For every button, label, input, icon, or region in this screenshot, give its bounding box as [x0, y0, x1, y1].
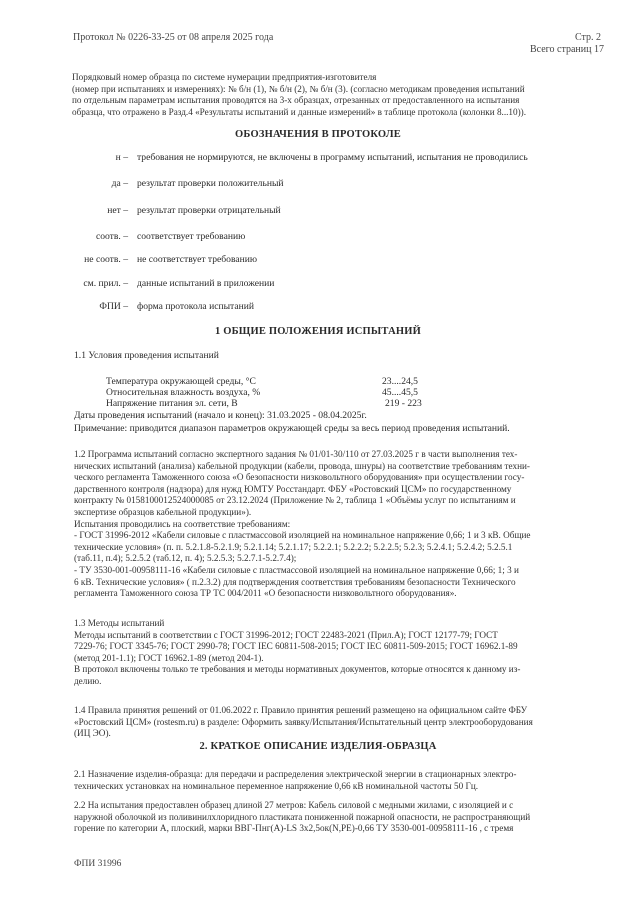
- text-line: ческого регламента Таможенного союза «О безопасности низковольтного оборудования» при осуществлении госу-: [74, 472, 525, 483]
- designation-symbol: нет –: [107, 205, 128, 216]
- conditions-note: Примечание: приводится диапазон параметров окружающей среды за весь период проведения испытаний.: [74, 423, 510, 434]
- designation-description: соответствует требованию: [137, 231, 246, 242]
- text-line: Испытания проводились на соответствие требованиям:: [74, 518, 291, 529]
- section2-title: 2. КРАТКОЕ ОПИСАНИЕ ИЗДЕЛИЯ-ОБРАЗЦА: [199, 741, 437, 752]
- test-dates: Даты проведения испытаний (начало и конец): 31.03.2025 - 08.04.2025г.: [74, 410, 367, 421]
- text-line: дарственного контроля (надзора) для нужд ЮМТУ Росстандарт. ФБУ «Ростовский ЦСМ» по государственному: [74, 483, 512, 494]
- designation-symbol: соотв. –: [95, 231, 128, 242]
- text-line: регламента Таможенного союза ТР ТС 004/2011 «О безопасности низковольтного оборудования».: [74, 588, 457, 599]
- designation-description: не соответствует требованию: [137, 254, 258, 265]
- text-line: 7229-76; ГОСТ 3345-76; ГОСТ 2990-78; ГОСТ IEC 60811-508-2015; ГОСТ IEC 60811-509-2015; ГОСТ 16962.1-89: [74, 641, 518, 652]
- section-1-3: [74, 618, 520, 688]
- designation-description: результат проверки отрицательный: [137, 205, 281, 216]
- intro-line: Порядковый номер образца по системе нумерации предприятия-изготовителя: [72, 72, 377, 82]
- text-line: 6 кВ. Технические условия» ( п.2.3.2) для подтверждения соответствия требованиям безопасности Технического: [74, 576, 516, 587]
- intro-line: (номер при испытаниях и измерениях): № б/н (1), № б/н (2), № б/н (3). (согласно методикам проведения испытаний: [72, 83, 525, 94]
- page-number: Стр. 2: [575, 32, 602, 43]
- designation-description: данные испытаний в приложении: [137, 278, 275, 289]
- text-line: контракту № 0158100012524000085 от 23.12.2024 (Приложение № 2, таблица 1 «Объёмы услуг по испытаниям и: [74, 495, 516, 506]
- designation-description: требования не нормируются, не включены в программу испытаний, испытания не проводились: [137, 152, 528, 163]
- section-2-1: [74, 769, 516, 792]
- intro-line: образца, что отражено в Разд.4 «Результаты испытаний и данные измерений» в таблице протокола (колонки 8...10)).: [72, 106, 527, 117]
- condition-label: Относительная влажность воздуха, %: [106, 387, 261, 398]
- text-line: (ИЦ ЭО).: [74, 728, 111, 739]
- text-line: 2.1 Назначение изделия-образца: для передачи и распределения электрической энергии в стационарных электро-: [74, 769, 517, 779]
- section1-title: 1 ОБЩИЕ ПОЛОЖЕНИЯ ИСПЫТАНИЙ: [215, 326, 421, 337]
- text-line: - ТУ 3530-001-00958111-16 «Кабели силовые с пластмассовой изоляцией на номинальное напряжение 0,66; 1; 3 и: [74, 564, 519, 575]
- conditions-title: 1.1 Условия проведения испытаний: [74, 350, 219, 361]
- text-line: В протокол включены только те требования и методы нормативных документов, которые относятся к данному из-: [74, 664, 521, 675]
- protocol-header: Протокол № 0226-33-25 от 08 апреля 2025 года: [73, 32, 274, 43]
- text-line: «Ростовский ЦСМ» (rostesm.ru) в разделе: Оформить заявку/Испытания/Испытательный центр электрооборудования: [74, 716, 533, 727]
- total-pages: Всего страниц 17: [530, 44, 604, 55]
- text-line: горение по категории А, плоский, марки ВВГ-Пнг(А)-LS 3х2,5ок(N,PE)-0,66 ТУ 3530-001-00958111-16 , с тремя: [74, 823, 514, 834]
- text-line: наружной оболочкой из поливинилхлоридного пластиката пониженной пожарной опасности, не распространяющий: [74, 811, 531, 822]
- text-line: 1.2 Программа испытаний согласно экспертного задания № 01/01-30/110 от 27.03.2025 г в части выполнения тех-: [74, 449, 518, 459]
- text-line: 1.4 Правила принятия решений от 01.06.2022 г. Правило принятия решений размещено на официальном сайте ФБУ: [74, 705, 528, 715]
- condition-value: 219 - 223: [385, 398, 422, 409]
- condition-label: Температура окружающей среды, °С: [106, 376, 256, 387]
- text-line: Методы испытаний в соответствии с ГОСТ 31996-2012; ГОСТ 22483-2021 (Прил.А); ГОСТ 12177-79; ГОСТ: [74, 629, 498, 640]
- text-line: делию.: [74, 675, 102, 686]
- text-line: технических установках на номинальное переменное напряжение 0,66 кВ номинальной частоты 50 Гц.: [74, 780, 479, 791]
- text-line: технические условия» (п. п. 5.2.1.8-5.2.1.9; 5.2.1.14; 5.2.1.17; 5.2.2.1; 5.2.2.2; 5.2.2.5; 5.2.3; 5.2.4.1; 5.2.4.2; 5.2.5.1: [74, 541, 513, 552]
- intro-line: по отдельным параметрам испытания проводятся на 3-х образцах, отрезанных от предоставленного на испытания: [72, 95, 520, 106]
- designation-symbol: не соотв. –: [84, 254, 128, 265]
- footer-form-code: ФПИ 31996: [74, 859, 122, 869]
- text-line: 1.3 Методы испытаний: [74, 618, 165, 628]
- condition-label: Напряжение питания эл. сети, В: [106, 398, 238, 409]
- condition-value: 23....24,5: [382, 376, 418, 387]
- text-line: нических испытаний (анализа) кабельной продукции (кабели, провода, шнуры) на соответствие требованиям техни-: [74, 460, 530, 471]
- designation-description: результат проверки положительный: [137, 178, 284, 189]
- condition-value: 45....45,5: [382, 387, 418, 398]
- text-line: 2.2 На испытания предоставлен образец длиной 27 метров: Кабель силовой с медными жилами, с изоляцией и с: [74, 800, 514, 810]
- designation-symbol: н –: [115, 152, 128, 163]
- designation-symbol: см. прил. –: [83, 278, 128, 289]
- designation-symbol: да –: [111, 178, 128, 189]
- designation-description: форма протокола испытаний: [137, 301, 255, 312]
- section-1-4: [74, 705, 533, 740]
- text-line: (метод 201-1.1); ГОСТ 16962.1-89 (метод 204-1).: [74, 652, 264, 663]
- designations-title: ОБОЗНАЧЕНИЯ В ПРОТОКОЛЕ: [235, 129, 401, 140]
- section-2-2: [74, 800, 530, 835]
- designation-symbol: ФПИ –: [99, 301, 128, 312]
- text-line: (таб.11, п.4); 5.2.5.2 (таб.12, п. 4); 5.2.5.3; 5.2.7.1-5.2.7.4);: [74, 553, 297, 564]
- intro-paragraph: [72, 72, 526, 118]
- text-line: - ГОСТ 31996-2012 «Кабели силовые с пластмассовой изоляцией на номинальное напряжение 0,66; 1 и 3 кВ. Общие: [74, 530, 531, 541]
- section-1-2: [74, 449, 531, 600]
- text-line: экспертизе образцов кабельной продукции»).: [74, 506, 252, 517]
